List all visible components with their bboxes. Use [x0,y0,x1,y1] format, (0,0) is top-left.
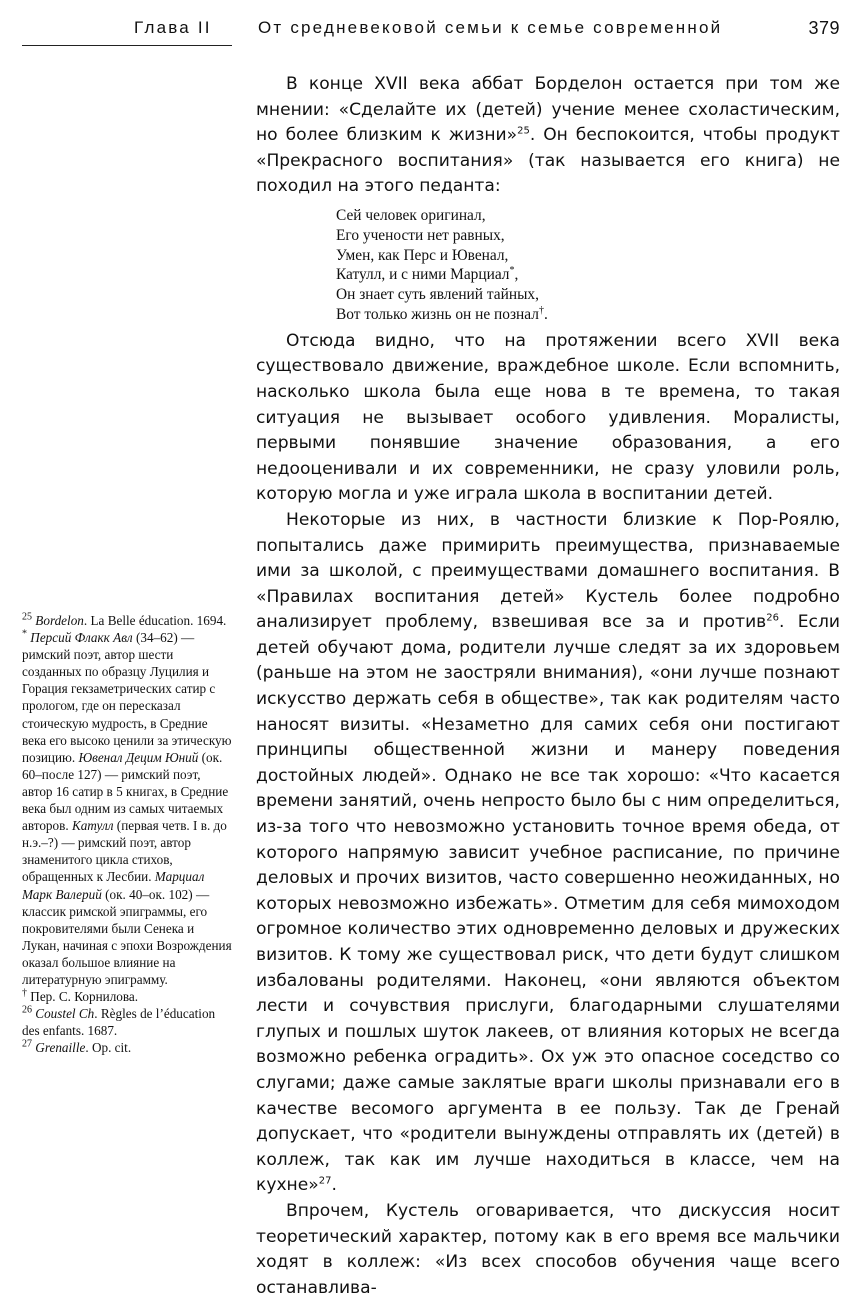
footnote-author: Bordelon [35,613,84,628]
footnote-mark: † [22,987,27,999]
paragraph-text: В конце XVII века аббат Борделон остается при том же мнении: «Сделайте их (детей) учение менее схоластическим, но более близким к жизни» [256,74,840,146]
footnote-name: Катулл [71,818,114,834]
footnote-mark: 25 [22,611,32,623]
verse-line-text: Вот только жизнь он не познал [336,305,539,323]
footnote-star [22,629,232,988]
paragraph-2: Отсюда видно, что на протяжении всего XVII века существовало движение, враждебное школе. Если вспомнить, насколько школа была еще нова в те времена, то такая ситуация не вызывает особого удивления. Моралисты, первыми понявшие значение образования, а его недооценивали и их современники, не сразу уловили роль, которую могла и уже играла школа в воспитании детей. [256,330,840,505]
footnote-mark: 26 [22,1004,32,1016]
verse-line [336,305,840,325]
main-text [256,72,840,1301]
footnote-text: (ок. 60–после 127) — римский поэт, автор 16 сатир в 5 книгах, в Средние века был одним из самых читаемых авторов. [22,749,229,834]
paragraph-punct: . [331,1175,337,1196]
footnote-text: (ок. 40–ок. 102) — классик римской эпиграммы, его покровителями были Сенека и Лукан, начиная с эпохи Возрождения оказал большое влияние на литературную эпиграмму. [22,886,232,987]
footnote-name: Марциал Марк Валерий [22,869,205,902]
footnote-mark: 27 [22,1038,32,1050]
footnote-ref-26: 26 [766,612,779,624]
paragraph-1 [256,72,840,200]
verse-line: Он знает суть явлений тайных, [336,286,539,304]
footnote-27 [22,1039,232,1056]
footnote-mark: * [22,628,27,640]
verse-line: Умен, как Перс и Ювенал, [336,246,509,264]
chapter-title: От средневековой семьи к семье современной [258,18,723,37]
footnote-author: Grenaille [35,1040,86,1056]
paragraph-3 [256,508,840,1199]
footnote-text: . Règles de l’éducation des enfants. 1687. [22,1006,216,1039]
footnotes-column [22,612,232,1056]
footnote-ref-dagger: † [538,304,544,316]
paragraph-text: . Он беспокоится, чтобы продукт «Прекрасного воспитания» (так называется его книга) не походил на этого педанта: [256,125,840,197]
verse-line [336,265,840,285]
footnote-text: . La Belle éducation. 1694. [83,613,227,628]
paragraph-text: . Если детей обучают дома, родители лучше следят за их здоровьем (раньше на этом не заостряли внимания), «они лучше познают искусство держать себя в обществе», так как родителям часто наносят визиты. «Незаметно для самих себя они постигают принципы общественной жизни и манеру поведения достойных людей». Однако не все так хорошо: «Что касается времени занятий, очень непросто было бы с ним определиться, из-за того что невозможно установить точное время обеда, от которого напрямую зависит учебное расписание, по причине деловых и прочих визитов, часто совершенно неожиданных, но которых невозможно избежать». Отметим для себя мимоходом огромное количество этих одновременно деловых и дружеских визитов. К тому же существовал риск, что дети будут слишком избалованы родителями. Наконец, «они являются объектом лести и сочувствия прислуги, благодарными слушателями глупых и пошлых шуток лакеев, от влияния которых не всегда возможно ребенка оградить». Ох уж это опасное соседство со слугами; даже самые заклятые враги школы признавали его в качестве весомого аргумента в ее пользу. Так де Гренай допускает, что «родители вынуждены отправлять их (детей) в коллеж, так как им лучше находиться в классе, чем на кухне» [256,612,840,1196]
footnote-text: (первая четв. I в. до н.э.–?) — римский поэт, автор знаменитого цикла стихов, обращенных к Лесбии. [22,818,227,885]
footnote-text: Пер. С. Корнилова. [27,989,139,1005]
footnote-text: (34–62) — римский поэт, автор шести созданных по образцу Луцилия и Горация гекзаметрических сатир с прологом, где он пересказал стоическую мудрость, в Средние века его высоко ценили за этическую позицию. [22,630,232,765]
footnote-text: . Op. cit. [85,1040,132,1056]
chapter-label: Глава II [134,18,212,37]
footnote-ref-27: 27 [318,1175,332,1187]
running-header [22,18,840,42]
page-number: 379 [808,18,840,38]
verse-line-punct: . [543,305,548,323]
verse-line-text: Катулл, и с ними Марциал [336,266,510,284]
paragraph-text: Некоторые из них, в частности близкие к Пор-Роялю, попытались даже примирить преимущества, признаваемые ими за школой, с преимуществами домашнего воспитания. В «Правилах воспитания детей» Кустель более подробно анализирует проблему, взвешивая все за и против [256,509,840,633]
footnote-26 [22,1005,232,1039]
footnote-25 [22,612,232,629]
footnote-dagger [22,988,232,1005]
verse-line: Его учености нет равных, [336,226,505,244]
footnote-name: Ювенал Децим Юний [78,749,199,765]
footnote-ref-25: 25 [517,125,530,137]
verse-line-punct: , [514,266,519,284]
footnote-author: Coustel Ch [35,1006,95,1022]
verse-line: Сей человек оригинал, [336,206,486,224]
footnote-name: Персий Флакк Авл [30,630,133,646]
verse-quote [336,206,840,325]
header-rule [22,45,232,46]
paragraph-4: Впрочем, Кустель оговаривается, что дискуссия носит теоретический характер, потому как в его время все мальчики ходят в коллеж: «Из всех способов обучения чаще всего останавлива- [256,1200,840,1298]
footnote-ref-star: * [509,265,515,277]
